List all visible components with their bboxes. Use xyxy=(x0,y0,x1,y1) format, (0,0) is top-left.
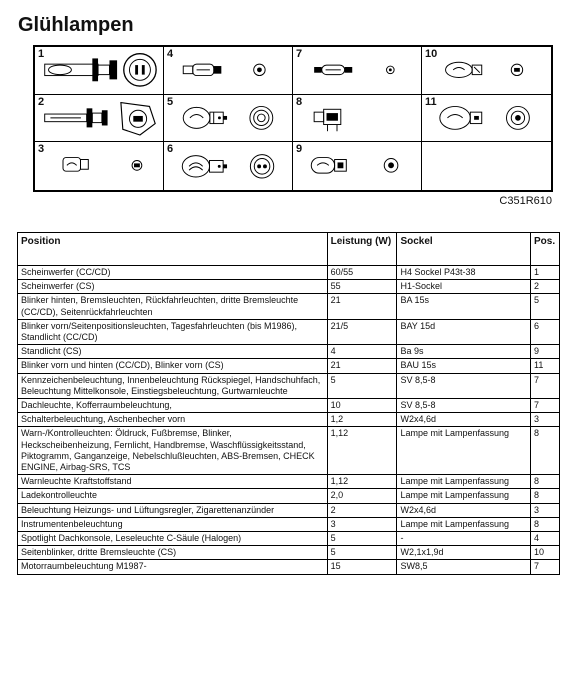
table-row xyxy=(18,280,560,294)
cell-position: Warn-/Kontrolleuchten: Öldruck, Fußbremse, Blinker, Heckscheibenheizung, Fernlicht, Handbremse, Waschflüssigkeitsstand, Piktogramm, Ganganzeige, Nebelschlußleuchten, ABS-Bremsen, CHECK ENGINE, Airbag-SRS, TCS xyxy=(18,427,328,475)
table-row xyxy=(18,517,560,531)
wedge-bulb-icon xyxy=(293,95,421,142)
cell-position: Dachleuchte, Kofferraumbeleuchtung, xyxy=(18,399,328,413)
table-row xyxy=(18,503,560,517)
header-position: Position xyxy=(18,233,328,266)
bulb-number: 4 xyxy=(167,48,174,60)
figure-caption: C351R610 xyxy=(499,195,552,207)
table-row xyxy=(18,546,560,560)
cell-leistung: 60/55 xyxy=(327,266,397,280)
bay15d-bulb-icon xyxy=(164,142,292,190)
cell-sockel: SW8,5 xyxy=(397,560,531,574)
cell-sockel: Lampe mit Lampenfassung xyxy=(397,489,531,503)
cell-position: Blinker hinten, Bremsleuchten, Rückfahrleuchten, dritte Bremsleuchte (CC/CD), Seitenrückfahrleuchten xyxy=(18,294,328,319)
bulb-table xyxy=(17,232,560,575)
cell-pos: 7 xyxy=(530,373,559,398)
cell-pos: 3 xyxy=(530,413,559,427)
bau15s-bulb-icon xyxy=(422,95,551,142)
table-row xyxy=(18,359,560,373)
cell-leistung: 55 xyxy=(327,280,397,294)
bulb-cell-5 xyxy=(164,95,293,143)
cell-position: Blinker vorn und hinten (CC/CD), Blinker vorn (CS) xyxy=(18,359,328,373)
bulb-number: 2 xyxy=(38,95,45,108)
wedge-bulb-icon xyxy=(293,142,421,190)
cell-sockel: Lampe mit Lampenfassung xyxy=(397,427,531,475)
table-row xyxy=(18,294,560,319)
cell-leistung: 21 xyxy=(327,294,397,319)
cell-sockel: Lampe mit Lampenfassung xyxy=(397,517,531,531)
wedge-bulb-icon xyxy=(422,47,551,94)
table-row xyxy=(18,413,560,427)
cell-pos: 8 xyxy=(530,427,559,475)
table-row xyxy=(18,560,560,574)
cell-sockel: BAY 15d xyxy=(397,319,531,344)
bulb-cell-11 xyxy=(422,95,551,143)
cell-pos: 8 xyxy=(530,517,559,531)
cell-position: Motorraumbeleuchtung M1987- xyxy=(18,560,328,574)
cell-leistung: 5 xyxy=(327,532,397,546)
bulb-cell-1 xyxy=(35,47,164,95)
cell-position: Scheinwerfer (CS) xyxy=(18,280,328,294)
table-row xyxy=(18,266,560,280)
cell-sockel: Lampe mit Lampenfassung xyxy=(397,475,531,489)
bulb-figure xyxy=(33,45,553,192)
table-row xyxy=(18,489,560,503)
cell-leistung: 15 xyxy=(327,560,397,574)
cell-sockel: H1-Sockel xyxy=(397,280,531,294)
cell-sockel: SV 8,5-8 xyxy=(397,373,531,398)
bulb-cell-10 xyxy=(422,47,551,95)
bulb-number: 6 xyxy=(167,143,174,156)
page-title: Glühlampen xyxy=(18,14,134,36)
cell-leistung: 4 xyxy=(327,345,397,359)
header-leistung: Leistung (W) xyxy=(327,233,397,266)
cell-position: Schalterbeleuchtung, Aschenbecher vorn xyxy=(18,413,328,427)
cell-leistung: 5 xyxy=(327,546,397,560)
bulb-cell-3 xyxy=(35,142,164,190)
h4-bulb-icon xyxy=(35,47,163,94)
cell-sockel: - xyxy=(397,532,531,546)
cell-pos: 7 xyxy=(530,399,559,413)
cell-leistung: 21/5 xyxy=(327,319,397,344)
bulb-cell-2 xyxy=(35,95,164,143)
cell-leistung: 2,0 xyxy=(327,489,397,503)
cell-position: Standlicht (CS) xyxy=(18,345,328,359)
cell-position: Spotlight Dachkonsole, Leseleuchte C-Säule (Halogen) xyxy=(18,532,328,546)
cell-position: Blinker vorn/Seitenpositionsleuchten, Tagesfahrleuchten (bis M1986), Standlicht (CC/CD) xyxy=(18,319,328,344)
cell-leistung: 21 xyxy=(327,359,397,373)
bulb-number: 10 xyxy=(425,48,438,60)
cell-pos: 2 xyxy=(530,280,559,294)
cell-pos: 8 xyxy=(530,475,559,489)
table-row xyxy=(18,373,560,398)
cell-pos: 8 xyxy=(530,489,559,503)
cell-sockel: W2x4,6d xyxy=(397,503,531,517)
festoon-bulb-icon xyxy=(293,47,421,94)
table-row xyxy=(18,319,560,344)
table-row xyxy=(18,532,560,546)
cell-pos: 7 xyxy=(530,560,559,574)
bulb-cell-6 xyxy=(164,142,293,190)
header-sockel: Sockel xyxy=(397,233,531,266)
cell-sockel: Ba 9s xyxy=(397,345,531,359)
cell-leistung: 1,2 xyxy=(327,413,397,427)
table-row xyxy=(18,427,560,475)
cell-sockel: W2x4,6d xyxy=(397,413,531,427)
bulb-number: 7 xyxy=(296,48,303,60)
table-row xyxy=(18,399,560,413)
cell-leistung: 10 xyxy=(327,399,397,413)
cell-pos: 6 xyxy=(530,319,559,344)
cell-sockel: SV 8,5-8 xyxy=(397,399,531,413)
wedge-bulb-icon xyxy=(35,142,163,190)
table-row xyxy=(18,475,560,489)
bulb-number: 5 xyxy=(167,95,174,108)
bulb-cell-8 xyxy=(293,95,422,143)
cell-sockel: BAU 15s xyxy=(397,359,531,373)
cell-leistung: 1,12 xyxy=(327,427,397,475)
cell-sockel: BA 15s xyxy=(397,294,531,319)
bulb-number: 3 xyxy=(38,143,45,156)
bulb-number: 9 xyxy=(296,143,303,156)
cell-pos: 11 xyxy=(530,359,559,373)
cell-pos: 10 xyxy=(530,546,559,560)
cell-pos: 4 xyxy=(530,532,559,546)
cell-position: Warnleuchte Kraftstoffstand xyxy=(18,475,328,489)
cell-sockel: H4 Sockel P43t-38 xyxy=(397,266,531,280)
bulb-number: 1 xyxy=(38,48,45,60)
cell-position: Instrumentenbeleuchtung xyxy=(18,517,328,531)
cell-leistung: 1,12 xyxy=(327,475,397,489)
cell-sockel: W2,1x1,9d xyxy=(397,546,531,560)
cell-position: Scheinwerfer (CC/CD) xyxy=(18,266,328,280)
ba15s-bulb-icon xyxy=(164,95,292,142)
bulb-number: 11 xyxy=(425,95,437,108)
cell-position: Ladekontrolleuchte xyxy=(18,489,328,503)
cell-leistung: 3 xyxy=(327,517,397,531)
festoon-bulb-icon xyxy=(164,47,292,94)
cell-position: Beleuchtung Heizungs- und Lüftungsregler, Zigarettenanzünder xyxy=(18,503,328,517)
table-row xyxy=(18,345,560,359)
bulb-cell-7 xyxy=(293,47,422,95)
table-header-row xyxy=(18,233,560,266)
header-pos: Pos. xyxy=(530,233,559,266)
cell-pos: 9 xyxy=(530,345,559,359)
bulb-number: 8 xyxy=(296,95,303,108)
cell-position: Seitenblinker, dritte Bremsleuchte (CS) xyxy=(18,546,328,560)
cell-pos: 3 xyxy=(530,503,559,517)
cell-position: Kennzeichenbeleuchtung, Innenbeleuchtung Rückspiegel, Handschuhfach, Beleuchtung Mittelkonsole, Einstiegsbeleuchtung, Gurtwarnleuchte xyxy=(18,373,328,398)
cell-leistung: 2 xyxy=(327,503,397,517)
bulb-cell-9 xyxy=(293,142,422,190)
cell-pos: 1 xyxy=(530,266,559,280)
bulb-cell-empty xyxy=(422,142,551,190)
cell-pos: 5 xyxy=(530,294,559,319)
h1-bulb-icon xyxy=(35,95,163,142)
bulb-cell-4 xyxy=(164,47,293,95)
cell-leistung: 5 xyxy=(327,373,397,398)
